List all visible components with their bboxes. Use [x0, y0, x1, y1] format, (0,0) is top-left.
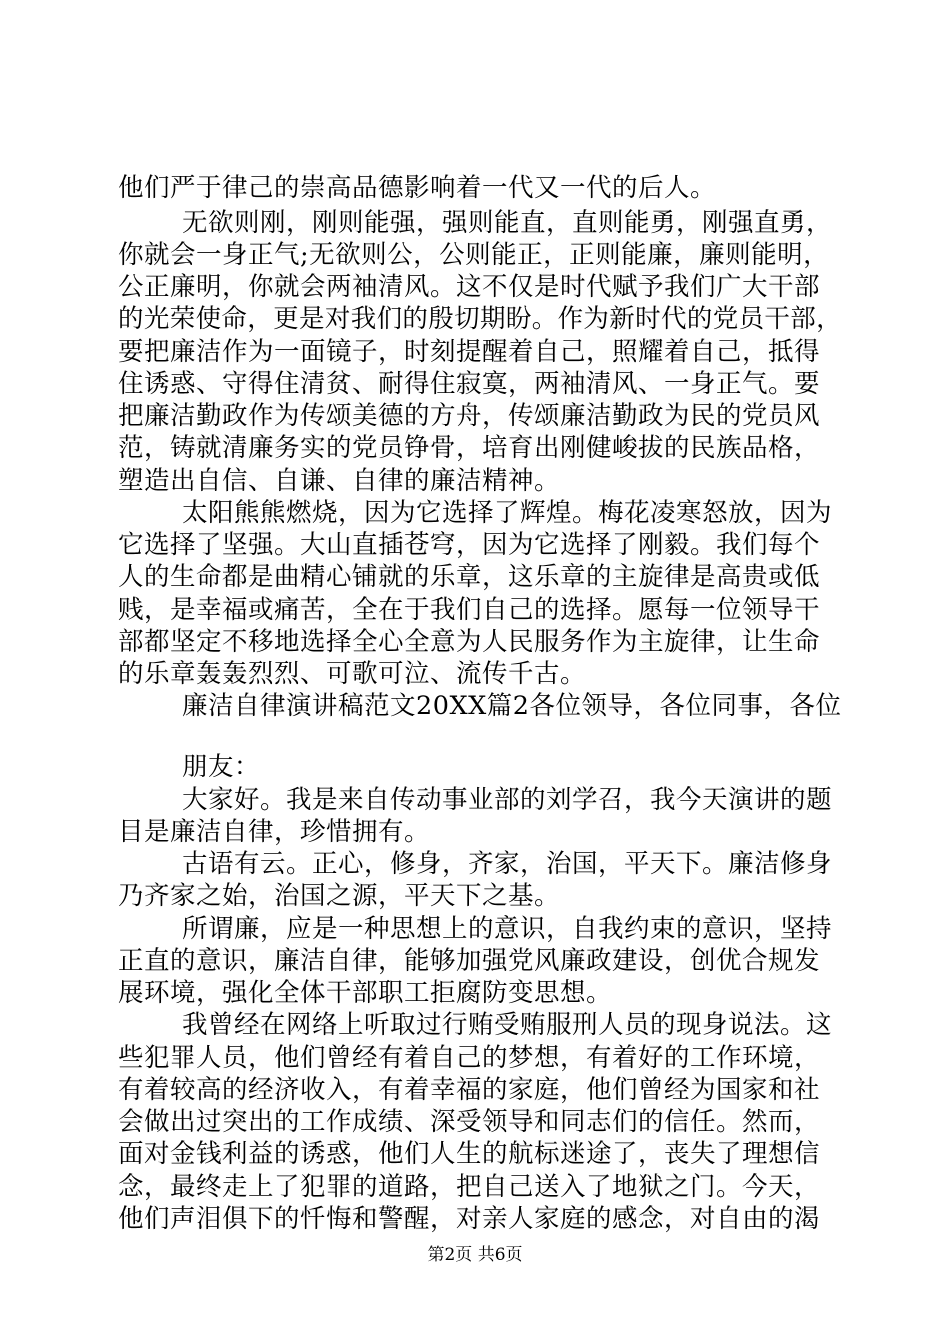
page-number-footer: 第2页 共6页: [427, 1245, 523, 1265]
text-line: 面对金钱利益的诱惑，他们人生的航标迷途了，丧失了理想信: [118, 1139, 821, 1169]
paragraph-start-line: 古语有云。正心，修身，齐家，治国，平天下。廉洁修身: [182, 849, 833, 879]
text-line: 人的生命都是曲精心铺就的乐章，这乐章的主旋律是高贵或低: [118, 562, 821, 592]
text-line: 把廉洁勤政作为传颂美德的方舟，传颂廉洁勤政为民的党员风: [118, 401, 821, 431]
text-line: 的光荣使命，更是对我们的殷切期盼。作为新时代的党员干部，: [118, 304, 843, 334]
section-heading-line: 廉洁自律演讲稿范文20XX篇2各位领导，各位同事，各位: [182, 691, 842, 721]
text-line: 他们声泪俱下的忏悔和警醒，对亲人家庭的感念，对自由的渴: [118, 1204, 821, 1234]
salutation-line: 朋友：: [182, 752, 261, 782]
text-line: 的乐章轰轰烈烈、可歌可泣、流传千古。: [118, 659, 587, 689]
paragraph-start-line: 所谓廉，应是一种思想上的意识，自我约束的意识，坚持: [182, 914, 833, 944]
paragraph-start-line: 太阳熊熊燃烧，因为它选择了辉煌。梅花凌寒怒放，因为: [182, 498, 833, 528]
text-line: 塑造出自信、自谦、自律的廉洁精神。: [118, 466, 561, 496]
paragraph-start-line: 无欲则刚，刚则能强，强则能直，直则能勇，刚强直勇，: [182, 208, 833, 238]
text-line: 范，铸就清廉务实的党员铮骨，培育出刚健峻拔的民族品格，: [118, 433, 821, 463]
text-line: 正直的意识，廉洁自律，能够加强党风廉政建设，创优合规发: [118, 946, 821, 976]
text-line: 部都坚定不移地选择全心全意为人民服务作为主旋律，让生命: [118, 627, 821, 657]
text-line: 展环境，强化全体干部职工拒腐防变思想。: [118, 978, 613, 1008]
text-line: 你就会一身正气;无欲则公，公则能正，正则能廉，廉则能明，: [118, 240, 830, 270]
text-line: 他们严于律己的崇高品德影响着一代又一代的后人。: [118, 173, 717, 203]
text-line: 它选择了坚强。大山直插苍穹，因为它选择了刚毅。我们每个: [118, 530, 821, 560]
paragraph-start-line: 我曾经在网络上听取过行贿受贿服刑人员的现身说法。这: [182, 1010, 833, 1040]
text-line: 要把廉洁作为一面镜子，时刻提醒着自己，照耀着自己，抵得: [118, 337, 821, 367]
text-line: 些犯罪人员，他们曾经有着自己的梦想，有着好的工作环境，: [118, 1043, 821, 1073]
paragraph-start-line: 大家好。我是来自传动事业部的刘学召，我今天演讲的题: [182, 785, 833, 815]
text-line: 有着较高的经济收入，有着幸福的家庭，他们曾经为国家和社: [118, 1075, 821, 1105]
text-line: 贱，是幸福或痛苦，全在于我们自己的选择。愿每一位领导干: [118, 595, 821, 625]
text-line: 乃齐家之始，治国之源，平天下之基。: [118, 881, 561, 911]
text-line: 会做出过突出的工作成绩、深受领导和同志们的信任。然而，: [118, 1107, 821, 1137]
text-line: 公正廉明，你就会两袖清风。这不仅是时代赋予我们广大干部: [118, 272, 821, 302]
text-line: 目是廉洁自律，珍惜拥有。: [118, 817, 431, 847]
text-line: 住诱惑、守得住清贫、耐得住寂寞，两袖清风、一身正气。要: [118, 369, 821, 399]
text-line: 念，最终走上了犯罪的道路，把自己送入了地狱之门。今天，: [118, 1172, 821, 1202]
